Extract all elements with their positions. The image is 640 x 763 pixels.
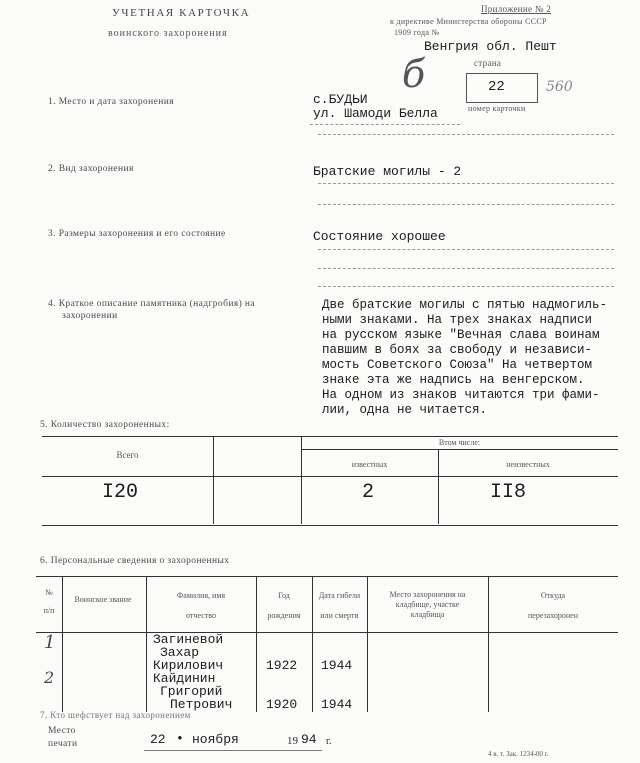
header-born: Год рождения bbox=[267, 591, 301, 620]
handwritten-number: 560 bbox=[546, 79, 573, 95]
header-place: Место захоронения на кладбище, участке кладбища bbox=[389, 590, 466, 619]
field-3-label: 3. Размеры захоронения и его состояние bbox=[48, 229, 226, 239]
card-number-label: номер карточки bbox=[468, 104, 526, 113]
field-1-line2: ул. Шамоди Белла bbox=[313, 106, 438, 121]
card-title: УЧЕТНАЯ КАРТОЧКА bbox=[112, 7, 251, 19]
date-separator: • bbox=[176, 731, 184, 746]
country-region: Венгрия обл. Пешт bbox=[424, 39, 557, 54]
field-1-rule bbox=[318, 134, 614, 135]
count-header-known: известных bbox=[351, 460, 388, 469]
date-month: ноября bbox=[192, 732, 239, 747]
count-table-hline bbox=[42, 476, 618, 477]
personal-section-label: 6. Персональные сведения о захороненных bbox=[40, 556, 230, 566]
date-year-prefix: 19 bbox=[287, 735, 298, 747]
field-2-rule-2 bbox=[318, 204, 614, 205]
personal-table-hline bbox=[36, 632, 618, 633]
count-table-vline bbox=[213, 436, 214, 524]
card-number: 22 bbox=[488, 79, 505, 95]
field-4-label-line2: захоронении bbox=[62, 311, 118, 321]
table-row-name-line1: Кайдинин bbox=[153, 671, 216, 686]
field-3-rule-3 bbox=[318, 286, 614, 287]
table-row-died: 1944 bbox=[321, 697, 353, 712]
date-year-suffix: 94 bbox=[301, 732, 317, 747]
table-row-died: 1944 bbox=[321, 658, 353, 673]
table-row-num: 1 bbox=[44, 632, 56, 653]
directive-note: к директиве Министерства обороны СССР bbox=[390, 17, 547, 26]
field-4-line: На одном из знаков читаются три фами- bbox=[322, 388, 600, 402]
count-total: I20 bbox=[102, 481, 139, 504]
printer-note: 4 в. т. Зак. 1234-00 г. bbox=[488, 750, 549, 758]
count-section-label: 5. Количество захороненных: bbox=[40, 420, 170, 430]
field-4-line: ными знаками. На трех знаках надписи bbox=[322, 313, 593, 327]
table-row-num: 2 bbox=[44, 668, 55, 687]
table-row-born: 1920 bbox=[266, 697, 298, 712]
table-row-name-line1: Загиневой bbox=[153, 632, 224, 647]
count-table-hline bbox=[301, 449, 618, 450]
count-header-including: Втом числе: bbox=[438, 438, 481, 447]
appendix-note: Приложение № 2 bbox=[481, 4, 552, 14]
header-died: Дата гибели или смерти bbox=[318, 591, 361, 620]
table-row-name-line3: Петрович bbox=[170, 697, 233, 712]
header-name: Фамилия, имя отчество bbox=[176, 591, 226, 620]
field-4-line: павшим в боях за свободу и независи- bbox=[322, 343, 593, 357]
table-row-name-line3: Кирилович bbox=[153, 658, 224, 673]
count-unknown: II8 bbox=[490, 481, 527, 504]
count-header-total: Всего bbox=[116, 450, 139, 460]
field-4-label-line1: 4. Краткое описание памятника (надгробия) на bbox=[48, 299, 256, 309]
handwritten-letter: б bbox=[402, 52, 426, 96]
count-known: 2 bbox=[362, 481, 375, 504]
field-1-line1: с.БУДЬИ bbox=[313, 92, 368, 107]
field-3-rule-2 bbox=[318, 268, 614, 269]
date-day: 22 bbox=[150, 732, 166, 747]
directive-year: 1909 года № bbox=[394, 28, 440, 37]
date-underline bbox=[144, 750, 322, 751]
field-1-label: 1. Место и дата захоронения bbox=[48, 97, 175, 107]
personal-table-vline bbox=[62, 576, 63, 712]
seal-place-label-line1: Место bbox=[48, 726, 76, 736]
field-2-value: Братские могилы - 2 bbox=[313, 164, 462, 179]
table-row-born: 1922 bbox=[266, 658, 298, 673]
field-2-rule-1 bbox=[318, 183, 614, 184]
page-label: страна bbox=[474, 58, 502, 68]
header-moved: Откуда перезахоронен bbox=[528, 591, 578, 620]
field-4-line: Две братские могилы с пятью надмогиль- bbox=[322, 298, 608, 312]
header-num: № п/п bbox=[43, 588, 55, 615]
field-4-line: знаке эта же надпись на венгерском. bbox=[322, 373, 585, 387]
field-3-rule-1 bbox=[318, 249, 614, 250]
field-1-underline bbox=[310, 124, 460, 125]
count-header-unknown: неизвестных bbox=[506, 460, 550, 469]
date-g: г. bbox=[326, 736, 332, 747]
seal-place-label-line2: печати bbox=[48, 739, 78, 749]
field-4-line: лии, одна не читается. bbox=[322, 403, 488, 417]
field-3-value: Состояние хорошее bbox=[313, 229, 446, 244]
table-row-name-line2: Григорий bbox=[160, 684, 223, 699]
header-rank: Воинское звание bbox=[74, 595, 132, 604]
field-7-label: 7. Кто шефствует над захоронением bbox=[40, 710, 191, 720]
card-subtitle: воинского захоронения bbox=[108, 28, 228, 39]
table-row-name-line2: Захар bbox=[160, 645, 200, 660]
field-4-line: мость Советского Союза" На четвертом bbox=[322, 358, 593, 372]
field-4-line: на русском языке "Вечная слава воинам bbox=[322, 328, 600, 342]
field-2-label: 2. Вид захоронения bbox=[48, 164, 134, 174]
